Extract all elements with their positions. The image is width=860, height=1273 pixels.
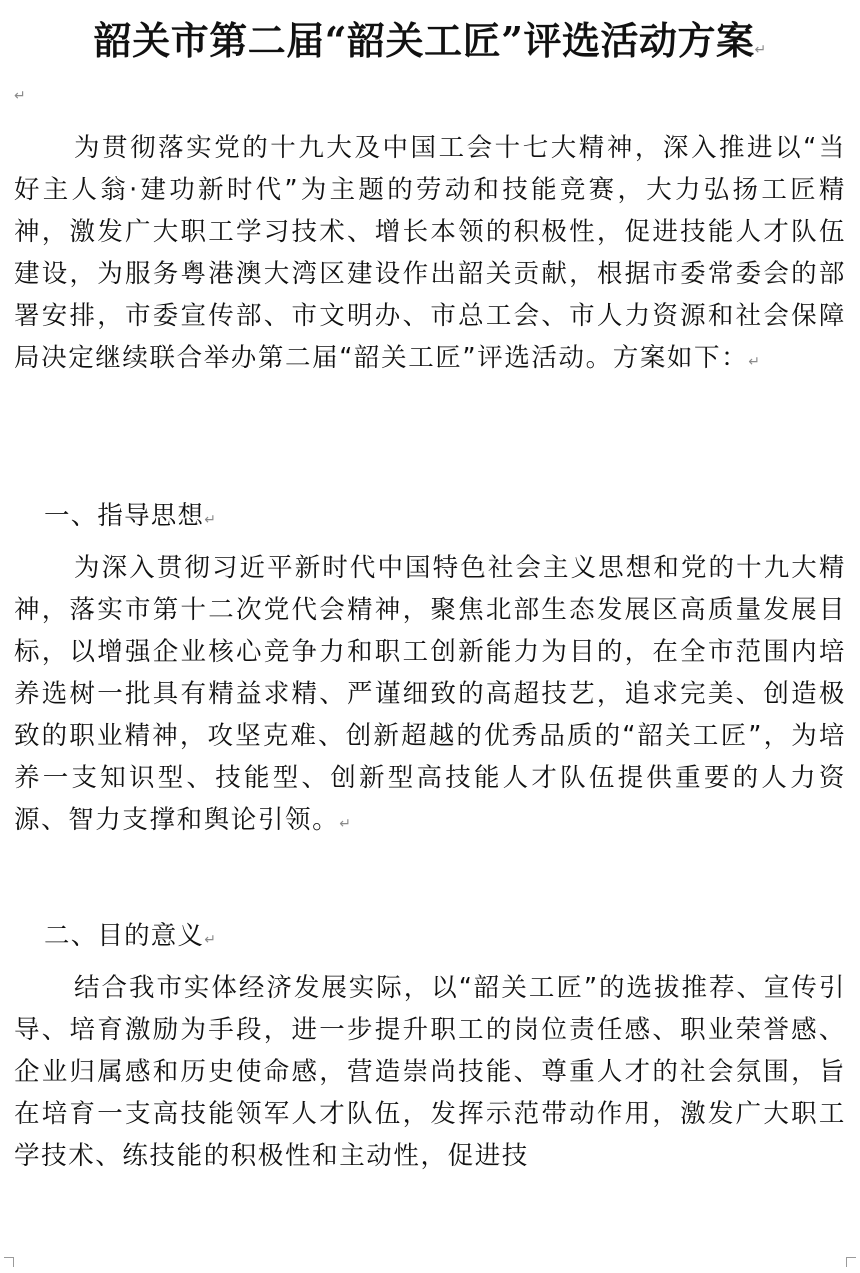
guiding-text: 为深入贯彻习近平新时代中国特色社会主义思想和党的十九大精神，落实市第十二次党代会精神，聚焦北部生态发展区高质量发展目标，以增强企业核心竞争力和职工创新能力为目的，在全市范围内培养选树一批具有精益求精、严谨细致的高超技艺，追求完美、创造极致的职业精神，攻坚克难、创新超越的优秀品质的“韶关工匠”，为培养一支知识型、技能型、创新型高技能人才队伍提供重要的人力资源、智力支撑和舆论引领。 xyxy=(14,553,846,835)
paragraph-mark-icon: ↵ xyxy=(754,42,767,58)
section-heading-purpose xyxy=(44,915,216,961)
purpose-text: 结合我市实体经济发展实际，以“韶关工匠”的选拔推荐、宣传引导、培育激励为手段，进一步提升职工的岗位责任感、职业荣誉感、企业归属感和历史使命感，营造崇尚技能、尊重人才的社会氛围，旨在培育一支高技能领军人才队伍，发挥示范带动作用，激发广大职工学技术、练技能的积极性和主动性，促进技 xyxy=(14,973,846,1171)
paragraph-mark-icon: ↵ xyxy=(204,932,216,948)
intro-text: 为贯彻落实党的十九大及中国工会十七大精神，深入推进以“当好主人翁·建功新时代”为主题的劳动和技能竞赛，大力弘扬工匠精神，激发广大职工学习技术、增长本领的积极性，促进技能人才队伍建设，为服务粤港澳大湾区建设作出韶关贡献，根据市委常委会的部署安排，市委宣传部、市文明办、市总工会、市人力资源和社会保障局决定继续联合举办第二届“韶关工匠”评选活动。方案如下： xyxy=(14,133,846,373)
purpose-paragraph xyxy=(14,967,846,1219)
intro-paragraph xyxy=(14,127,846,383)
section-heading-guiding xyxy=(44,495,216,541)
paragraph-mark-icon: ↵ xyxy=(339,816,351,832)
empty-paragraph xyxy=(14,86,26,106)
heading-text: 二、目的意义 xyxy=(44,921,205,951)
heading-text: 一、指导思想 xyxy=(44,501,205,531)
document-title xyxy=(0,14,860,77)
paragraph-mark-icon: ↵ xyxy=(748,354,760,370)
page-corner-mark xyxy=(4,1257,14,1267)
title-text: 韶关市第二届“韶关工匠”评选活动方案 xyxy=(93,18,755,63)
page-corner-mark xyxy=(846,1257,856,1267)
paragraph-mark-icon: ↵ xyxy=(204,512,216,528)
guiding-paragraph xyxy=(14,547,846,845)
paragraph-mark-icon: ↵ xyxy=(14,88,26,104)
